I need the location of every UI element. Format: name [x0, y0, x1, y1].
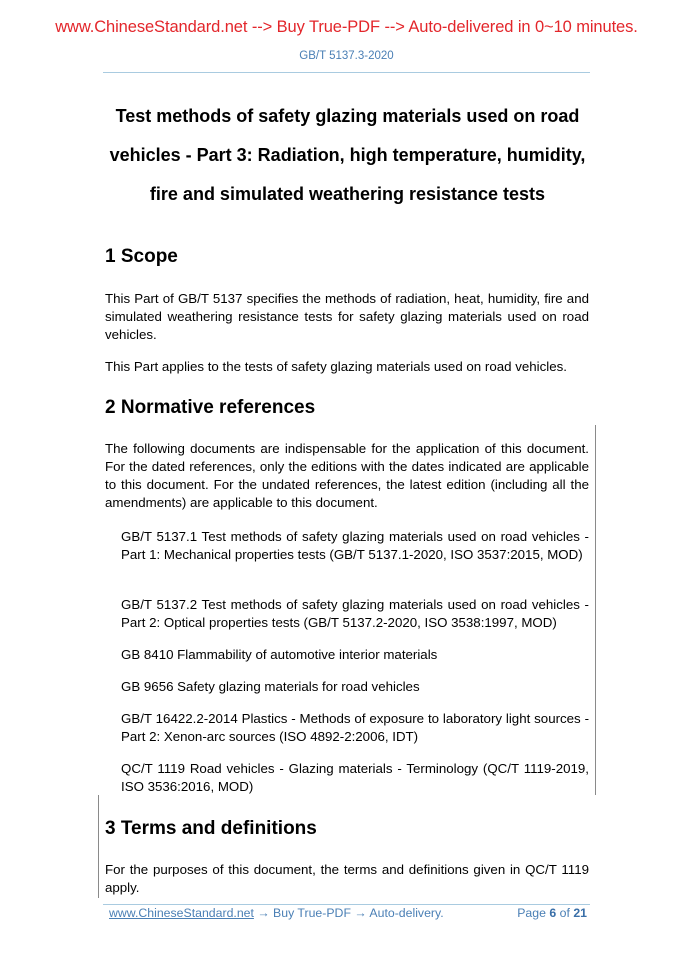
document-title [100, 97, 595, 214]
title-line-3: fire and simulated weathering resistance tests [149, 184, 546, 204]
scope-paragraph-2: This Part applies to the tests of safety glazing materials used on road vehicles. [105, 359, 567, 374]
scope-paragraph-1: This Part of GB/T 5137 specifies the methods of radiation, heat, humidity, fire and simulated weathering resistance tests for safety glazing materials used on road vehicles. [105, 291, 589, 342]
page-label: Page [517, 906, 546, 920]
reference-item: GB 9656 Safety glazing materials for road vehicles [121, 679, 420, 694]
reference-item: GB 8410 Flammability of automotive interior materials [121, 647, 438, 662]
promo-banner[interactable]: www.ChineseStandard.net --> Buy True-PDF --> Auto-delivered in 0~10 minutes. [55, 18, 638, 36]
footer-promo-text: → Buy True-PDF → Auto-delivery. [253, 906, 444, 920]
header-divider [103, 72, 590, 73]
reference-item: GB/T 5137.2 Test methods of safety glazing materials used on road vehicles - Part 2: Optical properties tests (GB/T 5137.2-2020, ISO 3538:1997, MOD) [121, 597, 589, 630]
normative-intro-paragraph: The following documents are indispensable for the application of this document. For the dated references, only the editions with the dates indicated are applicable to this document. For the undated references, the latest edition (including all the amendments) are applicable to this document. [105, 441, 589, 510]
page-indicator [517, 906, 587, 920]
footer-divider [103, 904, 590, 905]
terms-paragraph: For the purposes of this document, the terms and definitions given in QC/T 1119 apply. [105, 862, 589, 895]
standard-code-header: GB/T 5137.3-2020 [299, 50, 394, 62]
footer-site-link[interactable]: www.ChineseStandard.net [109, 906, 254, 920]
title-line-1: Test methods of safety glazing materials used on road [115, 106, 580, 126]
section-heading-scope: 1 Scope [105, 246, 178, 267]
section-heading-terms-definitions: 3 Terms and definitions [105, 818, 317, 839]
page-total: 21 [573, 906, 587, 920]
change-bar-right [595, 425, 596, 795]
page-footer [109, 906, 587, 920]
reference-item: GB/T 16422.2-2014 Plastics - Methods of exposure to laboratory light sources - Part 2: Xenon-arc sources (ISO 4892-2:2006, IDT) [121, 711, 589, 744]
section-heading-normative-references: 2 Normative references [105, 397, 316, 418]
reference-item: GB/T 5137.1 Test methods of safety glazing materials used on road vehicles - Part 1: Mechanical properties tests (GB/T 5137.1-2020, ISO 3537:2015, MOD) [121, 529, 589, 562]
page-current: 6 [549, 906, 557, 920]
change-bar-left [98, 795, 99, 898]
title-line-2: vehicles - Part 3: Radiation, high temperature, humidity, [109, 145, 586, 165]
reference-item: QC/T 1119 Road vehicles - Glazing materials - Terminology (QC/T 1119-2019, ISO 3536:2016, MOD) [121, 761, 589, 794]
page-of-label: of [559, 906, 570, 920]
